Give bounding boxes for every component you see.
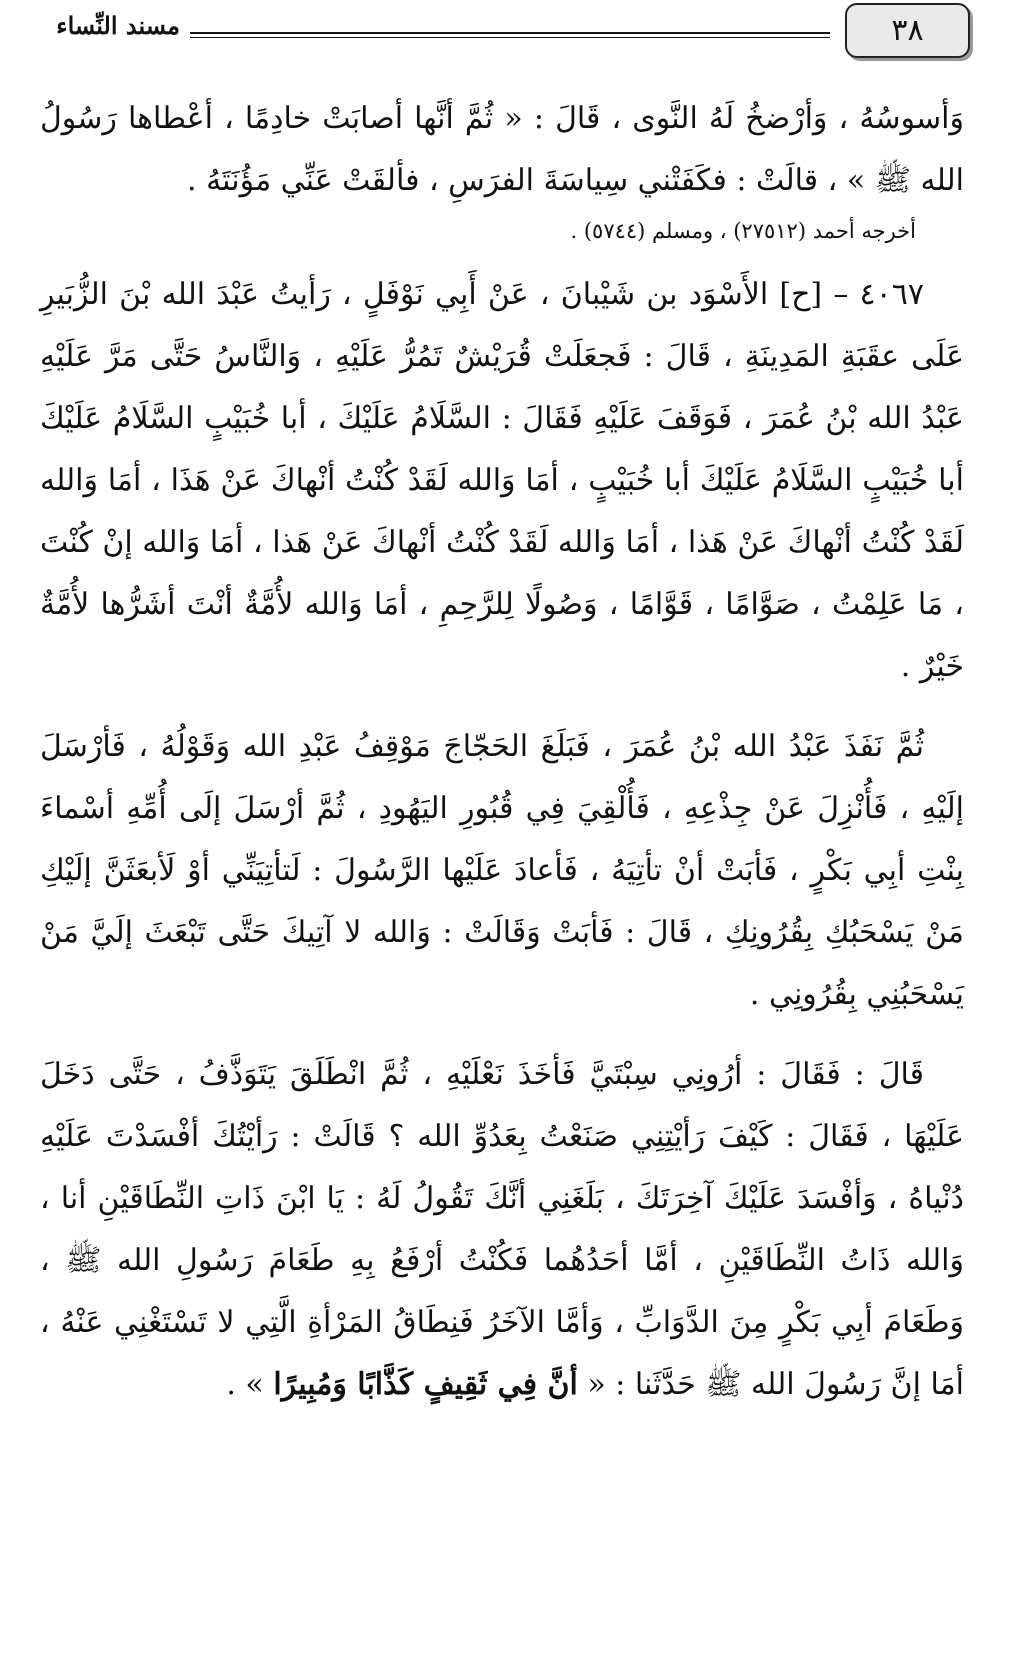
hadith-third-paragraph — [40, 1044, 964, 1416]
footnote: أخرجه أحمد (٢٧٥١٢) ، ومسلم (٥٧٤٤) . — [570, 219, 916, 243]
page-body — [40, 88, 964, 1416]
hadith-opening-paragraph: ٤٠٦٧ – [ح] الأَسْوَد بن شَيْبانَ ، عَنْ أَبِي نَوْفَلٍ ، رَأيتُ عَبْدَ الله بْنَ الزُّبَيرِ عَلَى عقَبَةِ المَدِينَةِ ، قَالَ : فَجعَلَتْ قُرَيْشٌ تَمُرُّ عَلَيْهِ ، وَالنَّاسُ حَتَّى مَرَّ عَلَيْهِ عَبْدُ الله بْنُ عُمَرَ ، فَوَقَفَ عَلَيْهِ فَقَالَ : السَّلَامُ عَلَيْكَ ، أبا خُبَيْبٍ السَّلَامُ عَلَيْكَ أبا خُبَيْبٍ السَّلَامُ عَلَيْكَ أبا خُبَيْبٍ ، أمَا وَالله لَقَدْ كُنْتُ أنْهاكَ عَنْ هَذَا ، أمَا وَالله لَقَدْ كُنْتُ أنْهاكَ عَنْ هَذا ، أمَا وَالله لَقَدْ كُنْتُ أنْهاكَ عَنْ هَذا ، أمَا وَالله إنْ كُنْتَ ، مَا عَلِمْتُ ، صَوَّامًا ، قَوَّامًا ، وَصُولًا لِلرَّحِمِ ، أمَا وَالله لأُمَّةٌ أنْتَ أشَرُّها لأُمَّةٌ خَيْرٌ . — [40, 277, 964, 684]
hadith-second-paragraph: ثُمَّ نَفَذَ عَبْدُ الله بْنُ عُمَرَ ، فَبَلَغَ الحَجّاجَ مَوْقِفُ عَبْدِ الله وَقَوْلُهُ ، فَأرْسَلَ إلَيْهِ ، فَأُنْزِلَ عَنْ جِذْعِهِ ، فَأُلْقِيَ فِي قُبُورِ اليَهُودِ ، ثُمَّ أرْسَلَ إلَى أُمِّهِ أسْماءَ بِنْتِ أبِي بَكْرٍ ، فَأبَتْ أنْ تأتِيَهُ ، فَأعادَ عَلَيْها الرَّسُولَ : لَتأتِيَنِّي أوْ لَأبعَثَنَّ إلَيْكِ مَنْ يَسْحَبُكِ بِقُرُونِكِ ، قَالَ : فَأبَتْ وَقَالَتْ : وَالله لا آتِيكَ حَتَّى تَبْعَثَ إلَيَّ مَنْ يَسْحَبُنِي بِقُرُونِي . — [40, 729, 964, 1012]
paragraph-gap — [40, 698, 964, 716]
hadith-third-text: قَالَ : فَقَالَ : أرُونِي سِبْتَيَّ فَأخَذَ نَعْلَيْهِ ، ثُمَّ انْطَلَقَ يَتَوَذَّفُ ، حَتَّى دَخَلَ عَلَيْهَا ، فَقَالَ : كَيْفَ رَأيْتِنِي صَنَعْتُ بِعَدُوِّ الله ؟ قَالَتْ : رَأيْتُكَ أفْسَدْتَ عَلَيْهِ دُنْياهُ ، وَأفْسَدَ عَلَيْكَ آخِرَتَكَ ، بَلَغَنِي أنَّكَ تَقُولُ لَهُ : يَا ابْنَ ذَاتِ النِّطَاقَيْنِ أنا ، وَالله ذَاتُ النِّطَاقَيْنِ ، أمَّا أحَدُهُما فَكُنْتُ أرْفَعُ بِهِ طَعَامَ رَسُولِ الله ﷺ ، وَطَعَامَ أبِي بَكْرٍ مِنَ الدَّوَابِّ ، وَأمَّا الآخَرُ فَنِطَاقُ المَرْأةِ الَّتِي لا تَسْتَغْنِي عَنْهُ ، أمَا إنَّ رَسُولَ الله ﷺ حَدَّثَنا : « — [40, 1057, 964, 1402]
prophetic-quote: أنَّ فِي ثَقِيفٍ كَذَّابًا وَمُبِيرًا — [273, 1367, 578, 1402]
page-header — [0, 0, 1010, 70]
running-title: مسند النِّساء — [56, 11, 180, 40]
header-rule-secondary — [190, 37, 830, 38]
intro-paragraph: وَأسوسُهُ ، وَأرْضخُ لَهُ النَّوى ، قَالَ : « ثُمَّ أنَّها أصابَتْ خادِمًا ، أعْطاها رَسُولُ الله ﷺ » ، قالَتْ : فكَفَتْني سِياسَةَ الفرَسِ ، فألقَتْ عَنِّي مَؤُنَتَهُ . — [40, 101, 964, 198]
paragraph-gap — [40, 1026, 964, 1044]
page-number-badge: ٣٨ — [845, 3, 970, 58]
quote-closing: » . — [226, 1367, 274, 1402]
header-rule — [190, 32, 830, 34]
